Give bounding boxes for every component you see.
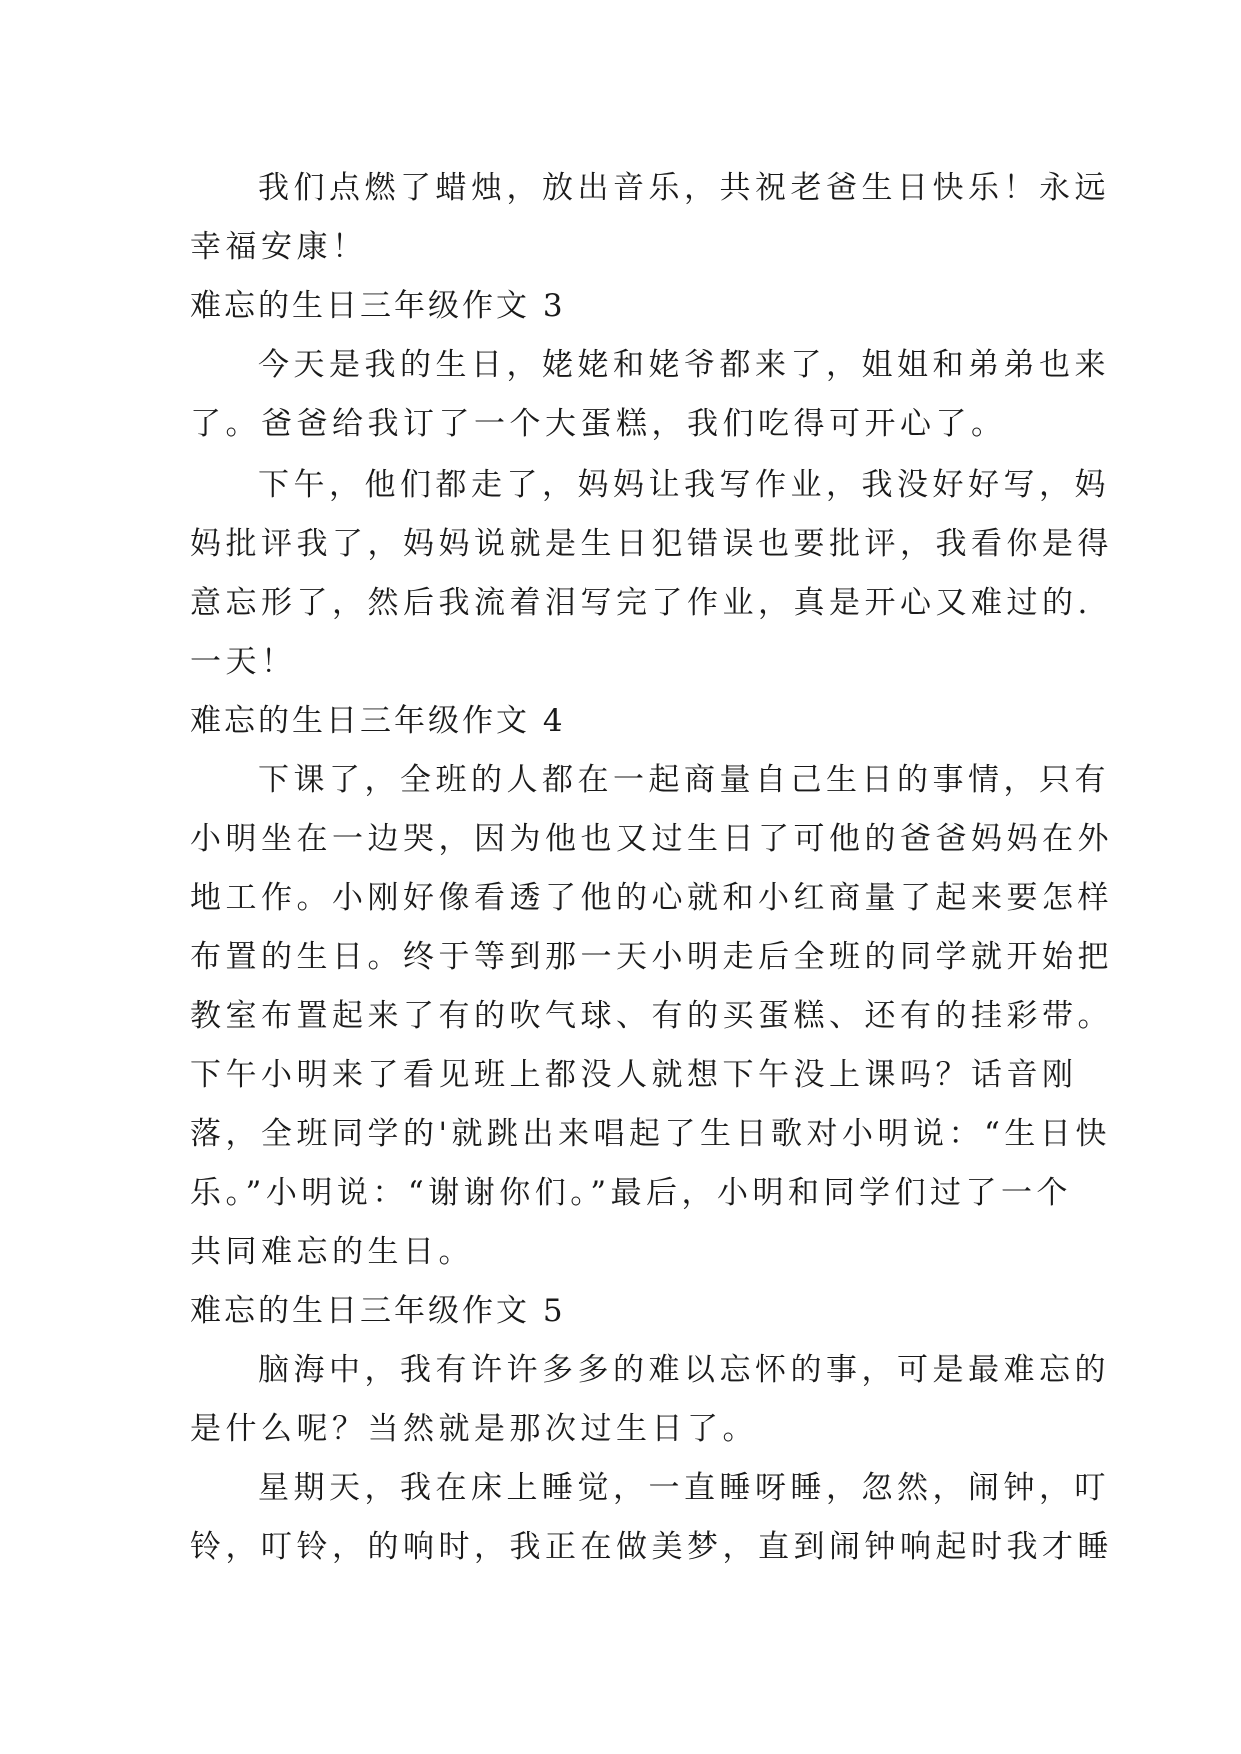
paragraph-line: 一天！	[190, 644, 297, 680]
paragraph-line: 妈批评我了，妈妈说就是生日犯错误也要批评，我看你是得	[190, 526, 1113, 562]
section-heading-4: 难忘的生日三年级作文 4	[190, 703, 566, 739]
paragraph-line: 教室布置起来了有的吹气球、有的买蛋糕、还有的挂彩带。	[190, 998, 1113, 1034]
section-heading-3: 难忘的生日三年级作文 3	[190, 288, 566, 324]
paragraph-line: 小明坐在一边哭，因为他也又过生日了可他的爸爸妈妈在外	[190, 821, 1113, 857]
paragraph-line: 铃，叮铃，的响时，我正在做美梦，直到闹钟响起时我才睡	[190, 1529, 1113, 1565]
paragraph-line: 乐。”小明说：“谢谢你们。”最后，小明和同学们过了一个	[190, 1175, 1073, 1211]
paragraph-line: 脑海中，我有许许多多的难以忘怀的事，可是最难忘的	[258, 1352, 1110, 1388]
paragraph-line: 下午小明来了看见班上都没人就想下午没上课吗？话音刚	[190, 1057, 1078, 1093]
paragraph-line: 是什么呢？当然就是那次过生日了。	[190, 1411, 758, 1447]
paragraph-line: 我们点燃了蜡烛，放出音乐，共祝老爸生日快乐！永远	[258, 170, 1110, 206]
paragraph-line: 星期天，我在床上睡觉，一直睡呀睡，忽然，闹钟，叮	[258, 1470, 1110, 1506]
paragraph-line: 布置的生日。终于等到那一天小明走后全班的同学就开始把	[190, 939, 1113, 975]
paragraph-line: 下午，他们都走了，妈妈让我写作业，我没好好写，妈	[258, 467, 1110, 503]
paragraph-line: 了。爸爸给我订了一个大蛋糕，我们吃得可开心了。	[190, 406, 1007, 442]
paragraph-line: 落，全班同学的'就跳出来唱起了生日歌对小明说：“生日快	[190, 1116, 1111, 1152]
paragraph-line: 幸福安康！	[190, 229, 368, 265]
section-heading-5: 难忘的生日三年级作文 5	[190, 1293, 566, 1329]
paragraph-line: 今天是我的生日，姥姥和姥爷都来了，姐姐和弟弟也来	[258, 347, 1110, 383]
paragraph-line: 意忘形了，然后我流着泪写完了作业，真是开心又难过的.	[190, 585, 1092, 621]
paragraph-line: 共同难忘的生日。	[190, 1234, 474, 1270]
paragraph-line: 地工作。小刚好像看透了他的心就和小红商量了起来要怎样	[190, 880, 1113, 916]
paragraph-line: 下课了，全班的人都在一起商量自己生日的事情，只有	[258, 762, 1110, 798]
